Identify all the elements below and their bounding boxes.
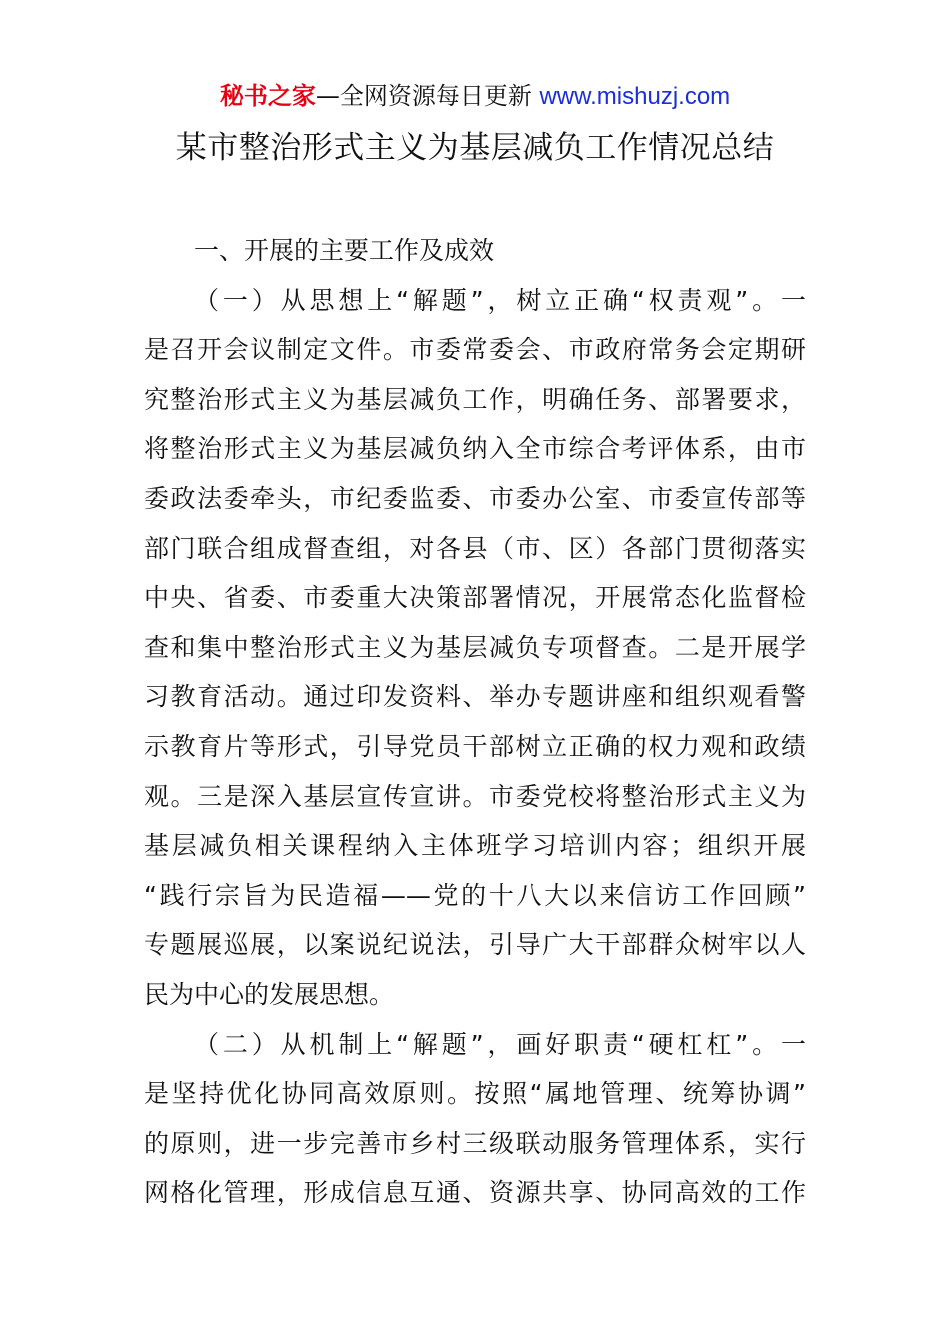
document-body: [144, 226, 806, 1218]
paragraph-line: 究整治形式主义为基层减负工作，明确任务、部署要求，: [144, 384, 806, 414]
paragraph-line: （一）从思想上“解题”，树立正确“权责观”。一: [194, 285, 806, 315]
site-url-link[interactable]: www.mishuzj.com: [539, 83, 731, 110]
site-tagline: —全网资源每日更新: [315, 82, 540, 110]
paragraph-line: 是坚持优化协同高效原则。按照“属地管理、统筹协调”: [144, 1079, 806, 1109]
paragraph-line: 中央、省委、市委重大决策部署情况，开展常态化监督检: [144, 583, 806, 613]
paragraph-line: （二）从机制上“解题”，画好职责“硬杠杠”。一: [194, 1029, 806, 1059]
paragraph-line: 示教育片等形式，引导党员干部树立正确的权力观和政绩: [144, 731, 806, 761]
paragraph-line: “践行宗旨为民造福——党的十八大以来信访工作回顾”: [144, 880, 806, 910]
paragraph-line: 网格化管理，形成信息互通、资源共享、协同高效的工作: [144, 1178, 806, 1208]
paragraph-line: 专题展巡展，以案说纪说法，引导广大干部群众树牢以人: [144, 930, 806, 960]
paragraph-line: 习教育活动。通过印发资料、举办专题讲座和组织观看警: [144, 682, 806, 712]
paragraph-line: 是召开会议制定文件。市委常委会、市政府常务会定期研: [144, 335, 806, 365]
paragraph-line: 查和集中整治形式主义为基层减负专项督查。二是开展学: [144, 632, 806, 662]
document-title: 某市整治形式主义为基层减负工作情况总结: [175, 130, 775, 166]
site-header: [0, 80, 950, 113]
paragraph-line: 将整治形式主义为基层减负纳入全市综合考评体系，由市: [144, 434, 806, 464]
paragraph-line: 委政法委牵头，市纪委监委、市委办公室、市委宣传部等: [144, 483, 806, 513]
paragraph-line: 民为中心的发展思想。: [144, 979, 395, 1009]
paragraph-line: 观。三是深入基层宣传宣讲。市委党校将整治形式主义为: [144, 781, 806, 811]
paragraph-line: 的原则，进一步完善市乡村三级联动服务管理体系，实行: [144, 1128, 806, 1158]
section-heading: 一、开展的主要工作及成效: [194, 236, 495, 265]
paragraph-line: 基层减负相关课程纳入主体班学习培训内容；组织开展: [144, 831, 806, 861]
site-name: 秘书之家: [219, 82, 316, 110]
paragraph-line: 部门联合组成督查组，对各县（市、区）各部门贯彻落实: [144, 533, 806, 563]
